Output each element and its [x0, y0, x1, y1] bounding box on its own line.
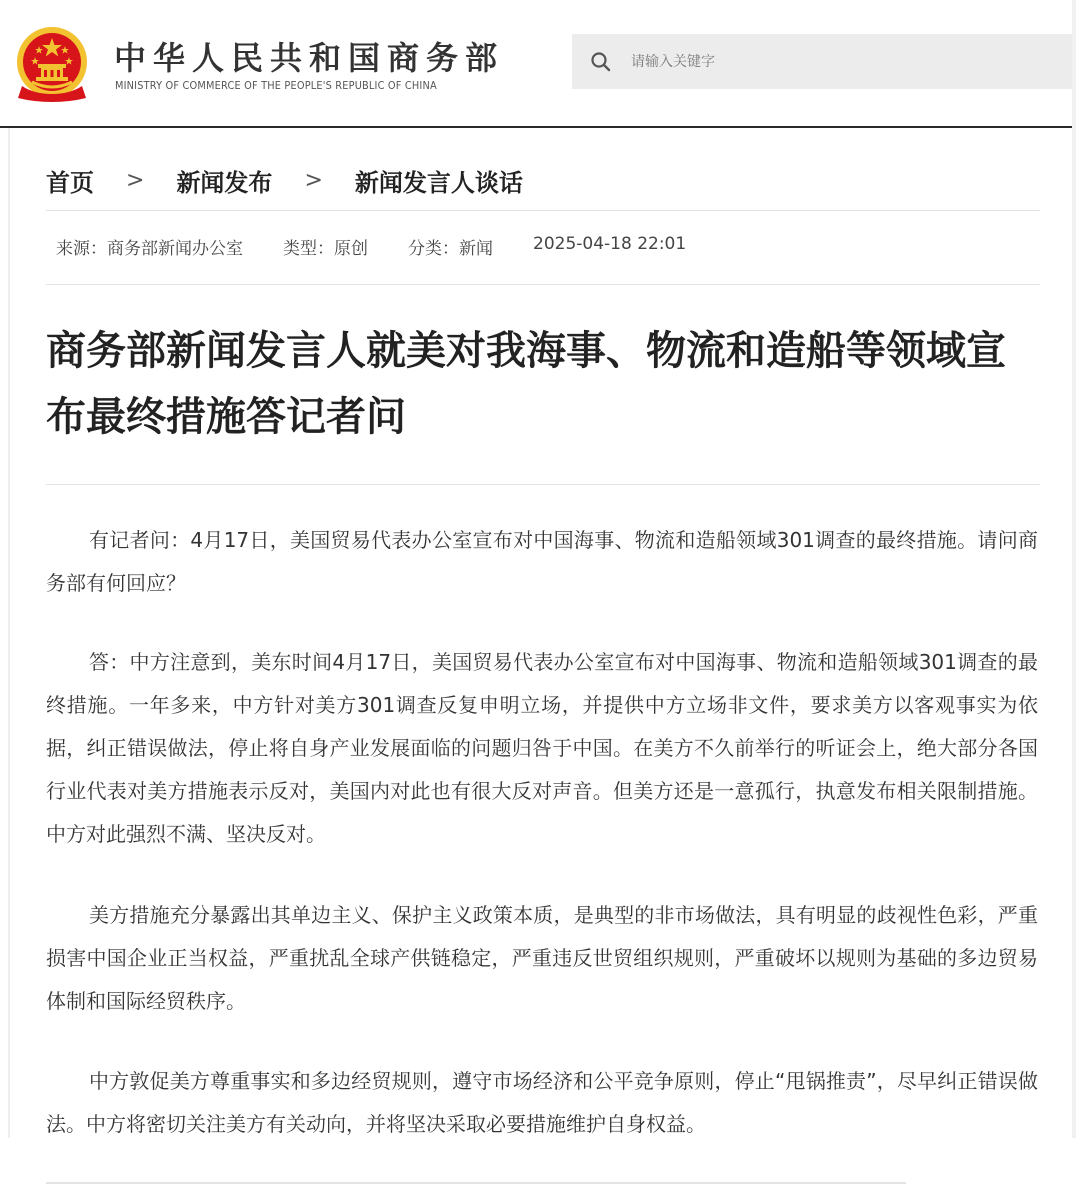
article-paragraph: 有记者问：4月17日，美国贸易代表办公室宣布对中国海事、物流和造船领域301调查的最终措施。请问商务部有何回应？ — [46, 528, 1038, 595]
breadcrumb-news-release[interactable]: 新闻发布 — [176, 169, 273, 197]
chevron-right-icon: > — [126, 168, 145, 193]
meta-divider — [46, 284, 1040, 285]
search-icon[interactable] — [589, 50, 613, 74]
site-name-en[interactable]: MINISTRY OF COMMERCE OF THE PEOPLE'S REPUBLIC OF CHINA — [115, 80, 437, 92]
footer-divider — [46, 1182, 906, 1184]
breadcrumb — [46, 163, 523, 198]
content-left-edge — [8, 128, 10, 1138]
header-divider — [0, 126, 1074, 128]
article-title: 商务部新闻发言人就美对我海事、物流和造船等领域宣布最终措施答记者问 — [46, 328, 1006, 440]
meta-type: 类型：原创 — [283, 239, 368, 259]
search-input[interactable] — [629, 53, 1033, 71]
article-paragraph: 美方措施充分暴露出其单边主义、保护主义政策本质，是典型的非市场做法，具有明显的歧视性色彩，严重损害中国企业正当权益，严重扰乱全球产供链稳定，严重违反世贸组织规则，严重破坏以规则为基础的多边贸易体制和国际经贸秩序。 — [46, 903, 1038, 1013]
breadcrumb-divider — [46, 210, 1040, 211]
title-divider — [46, 484, 1040, 485]
breadcrumb-spokesperson[interactable]: 新闻发言人谈话 — [354, 169, 523, 197]
site-name-cn[interactable]: 中华人民共和国商务部 — [114, 39, 505, 77]
breadcrumb-home[interactable]: 首页 — [46, 169, 94, 197]
article-meta — [56, 234, 686, 259]
chevron-right-icon: > — [304, 168, 323, 193]
site-header — [0, 0, 1076, 127]
meta-category: 分类：新闻 — [408, 239, 493, 259]
search-bar[interactable] — [572, 34, 1076, 89]
scrollbar-track[interactable] — [1072, 0, 1076, 1138]
national-emblem-icon[interactable] — [14, 24, 90, 102]
meta-source: 来源：商务部新闻办公室 — [56, 239, 243, 259]
meta-datetime: 2025-04-18 22:01 — [533, 234, 687, 254]
article-paragraph: 中方敦促美方尊重事实和多边经贸规则，遵守市场经济和公平竞争原则，停止“甩锅推责”，尽早纠正错误做法。中方将密切关注美方有关动向，并将坚决采取必要措施维护自身权益。 — [46, 1069, 1038, 1136]
article-paragraph: 答：中方注意到，美东时间4月17日，美国贸易代表办公室宣布对中国海事、物流和造船领域301调查的最终措施。一年多来，中方针对美方301调查反复申明立场，并提供中方立场非文件，要求美方以客观事实为依据，纠正错误做法，停止将自身产业发展面临的问题归咎于中国。在美方不久前举行的听证会上，绝大部分各国行业代表对美方措施表示反对，美国内对此也有很大反对声音。但美方还是一意孤行，执意发布相关限制措施。中方对此强烈不满、坚决反对。 — [46, 650, 1038, 846]
